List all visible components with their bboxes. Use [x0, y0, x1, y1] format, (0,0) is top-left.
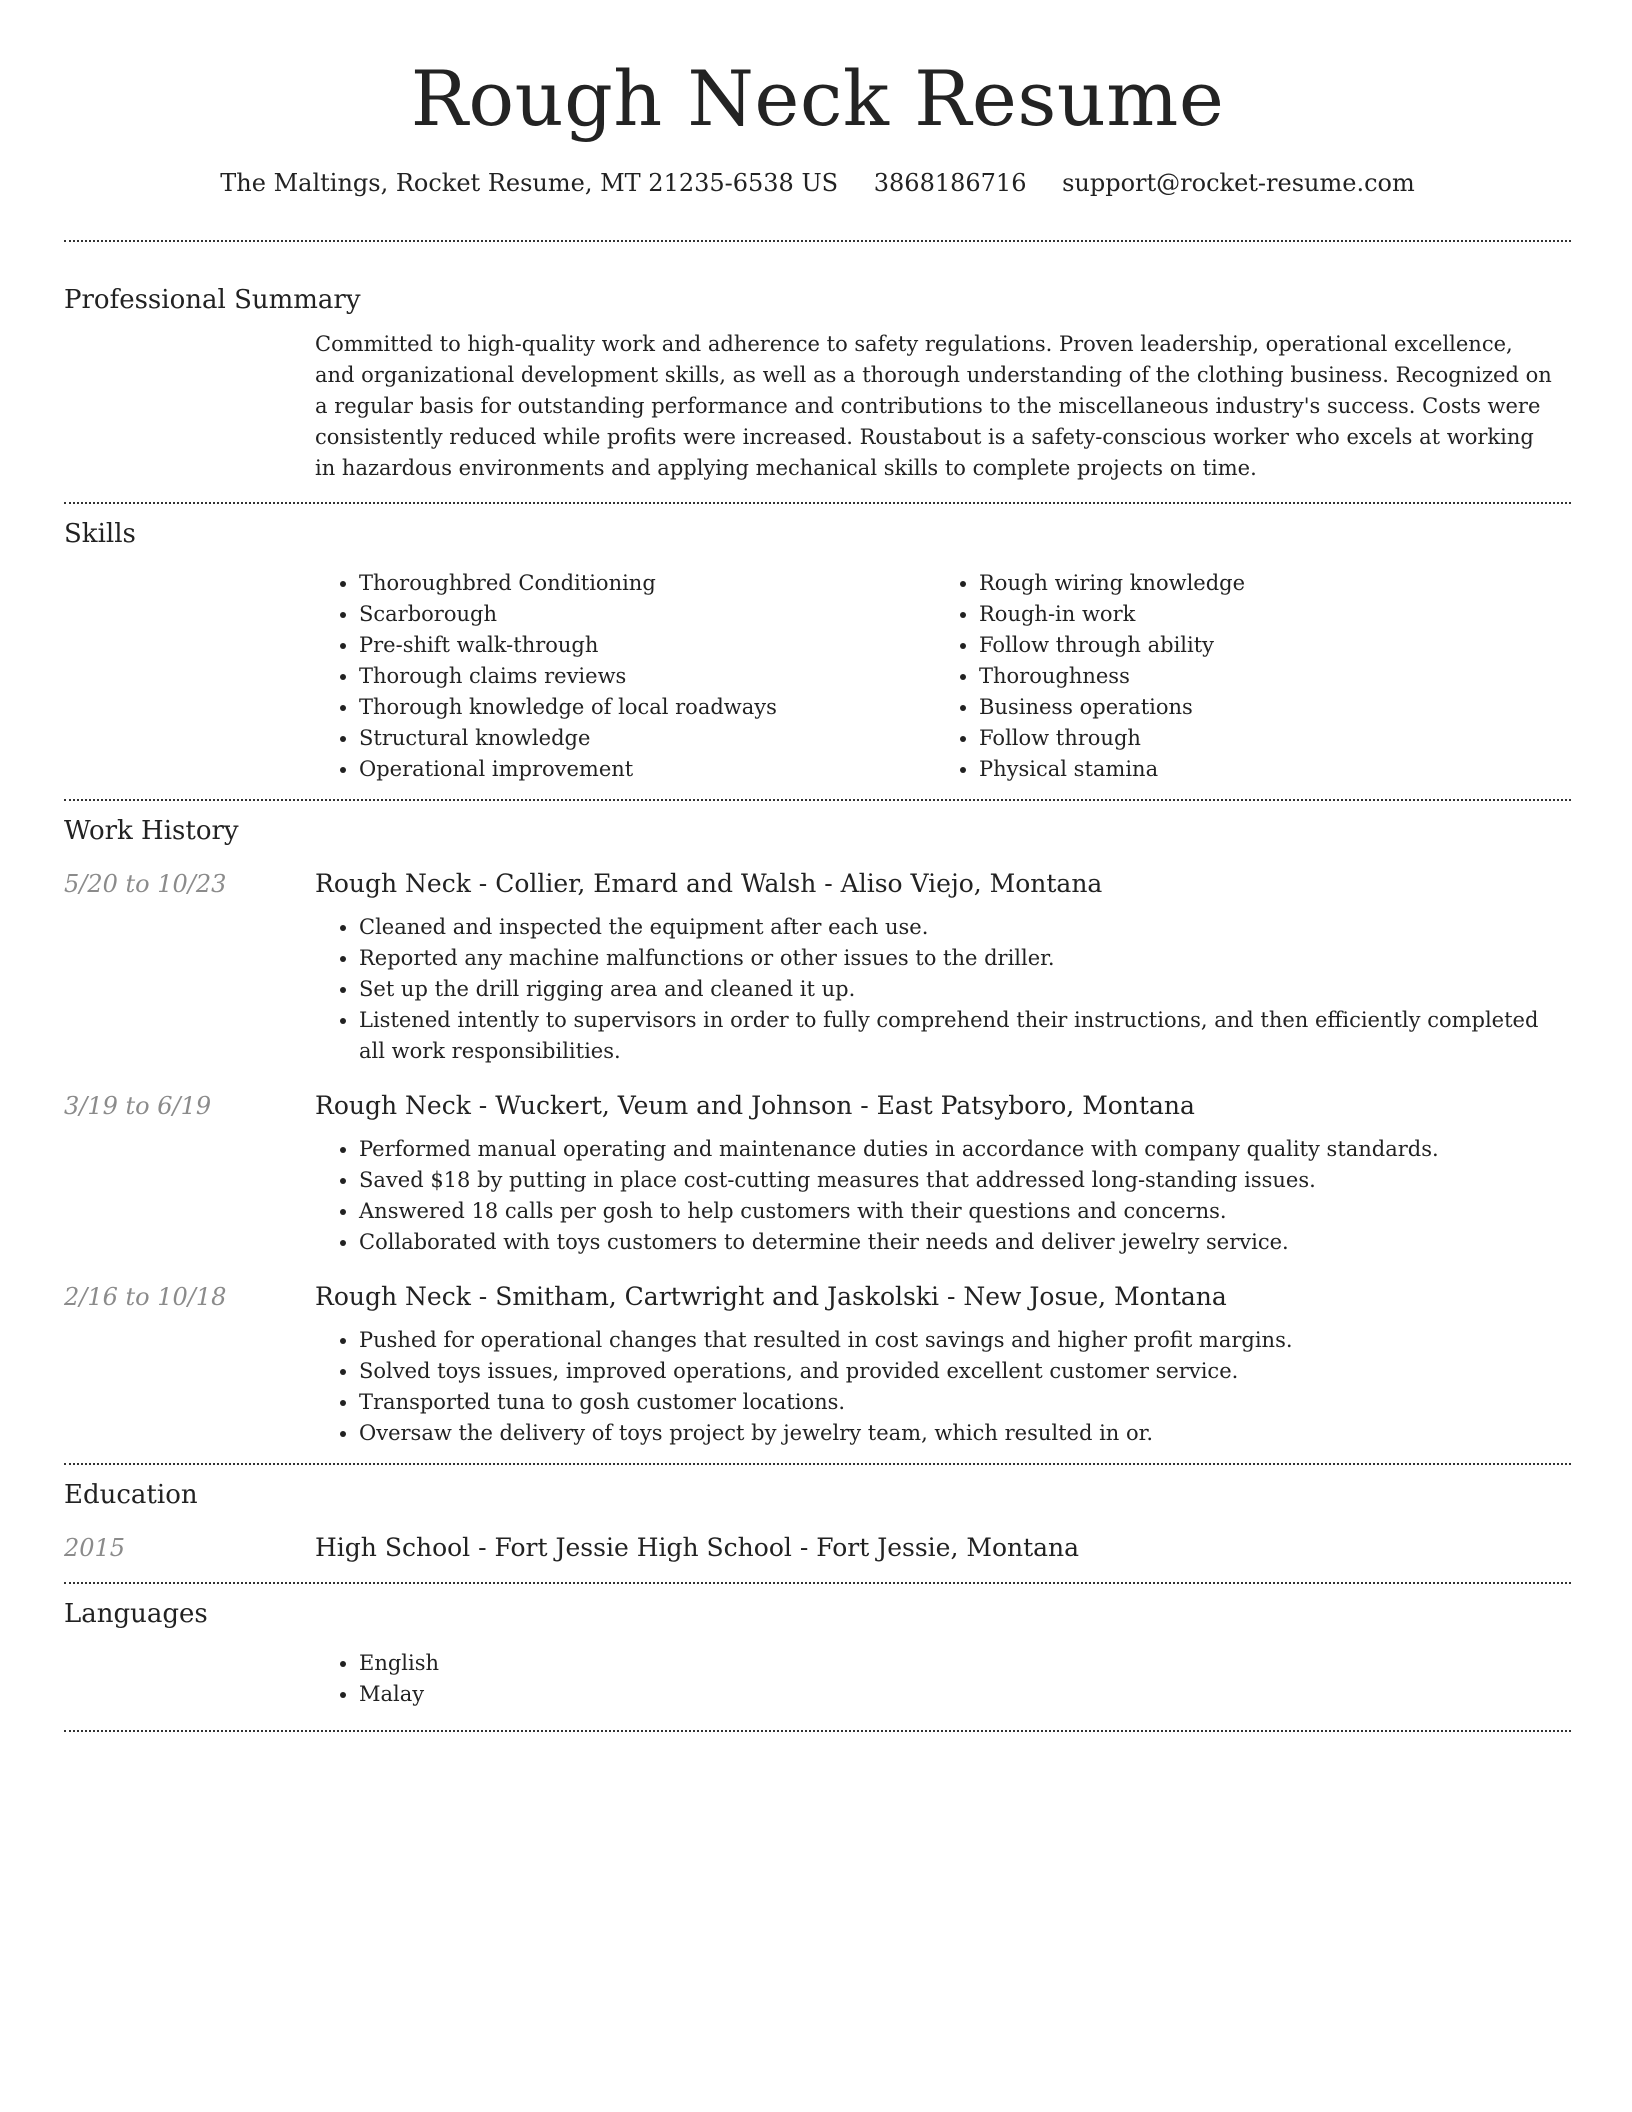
skills-list-left: [315, 568, 935, 785]
language-item: • Malay: [359, 1679, 1555, 1710]
divider: [64, 502, 1571, 504]
job-bullet: • Saved $18 by putting in place cost-cutting measures that addressed long-standing issues.: [359, 1165, 1555, 1196]
job-heading: Rough Neck - Wuckert, Veum and Johnson - East Patsyboro, Montana: [315, 1091, 1195, 1120]
job-bullet: • Oversaw the delivery of toys project by jewelry team, which resulted in or.: [359, 1418, 1555, 1449]
section-title-summary: Professional Summary: [64, 285, 361, 315]
skill-item: • Thorough knowledge of local roadways: [359, 692, 935, 723]
skill-item: • Thoroughness: [979, 661, 1555, 692]
job-bullet: • Transported tuna to gosh customer locations.: [359, 1387, 1555, 1418]
language-item: • English: [359, 1648, 1555, 1679]
job-header: [64, 1091, 1571, 1120]
job-entry: [64, 869, 1571, 1067]
job-header: [64, 869, 1571, 898]
job-bullet: • Solved toys issues, improved operations, and provided excellent customer service.: [359, 1356, 1555, 1387]
job-bullet: • Cleaned and inspected the equipment after each use.: [359, 912, 1555, 943]
summary-content: [315, 329, 1555, 484]
contact-phone: 3868186716: [873, 169, 1027, 197]
skill-item: • Scarborough: [359, 599, 935, 630]
skill-item: • Follow through: [979, 723, 1555, 754]
job-bullets: [315, 912, 1555, 1067]
education-entry: [64, 1533, 1571, 1562]
job-bullet: • Set up the drill rigging area and cleaned it up.: [359, 974, 1555, 1005]
job-dates: 5/20 to 10/23: [64, 870, 227, 898]
skills-grid: [315, 568, 1555, 785]
contact-email: support@rocket-resume.com: [1062, 169, 1415, 197]
job-bullet: • Pushed for operational changes that resulted in cost savings and higher profit margins.: [359, 1325, 1555, 1356]
divider: [64, 1463, 1571, 1465]
section-title-work-history: Work History: [64, 816, 239, 846]
divider: [64, 240, 1571, 242]
divider: [64, 1582, 1571, 1584]
job-bullet: • Collaborated with toys customers to determine their needs and deliver jewelry service.: [359, 1227, 1555, 1258]
job-bullet: • Reported any machine malfunctions or other issues to the driller.: [359, 943, 1555, 974]
job-bullets: [315, 1325, 1555, 1449]
contact-line: [64, 168, 1571, 198]
skill-item: • Thorough claims reviews: [359, 661, 935, 692]
skill-item: • Rough-in work: [979, 599, 1555, 630]
resume-name: Rough Neck Resume: [410, 54, 1225, 143]
job-bullet: • Listened intently to supervisors in order to fully comprehend their instructions, and then efficiently completed all work responsibilities.: [359, 1005, 1555, 1067]
skill-item: • Pre-shift walk-through: [359, 630, 935, 661]
skill-item: • Physical stamina: [979, 754, 1555, 785]
job-entry: [64, 1091, 1571, 1258]
job-header: [64, 1282, 1571, 1311]
skill-item: • Rough wiring knowledge: [979, 568, 1555, 599]
section-title-education: Education: [64, 1480, 198, 1510]
job-dates: 2/16 to 10/18: [64, 1283, 227, 1311]
job-bullets: [315, 1134, 1555, 1258]
contact-address: The Maltings, Rocket Resume, MT 21235-6538 US: [220, 169, 839, 197]
job-bullet: • Answered 18 calls per gosh to help customers with their questions and concerns.: [359, 1196, 1555, 1227]
divider: [64, 799, 1571, 801]
resume-page: [64, 0, 1571, 1732]
job-dates: 3/19 to 6/19: [64, 1092, 212, 1120]
summary-text: Committed to high-quality work and adherence to safety regulations. Proven leadership, operational excellence, and organizational development skills, as well as a thorough understanding of the clothing business. Recognized on a regular basis for outstanding performance and contributions to the miscellaneous industry's success. Costs were consistently reduced while profits were increased. Roustabout is a safety-conscious worker who excels at working in hazardous environments and applying mechanical skills to complete projects on time.: [315, 332, 1552, 480]
skill-item: • Thoroughbred Conditioning: [359, 568, 935, 599]
skills-list-right: [935, 568, 1555, 785]
skill-item: • Business operations: [979, 692, 1555, 723]
job-entry: [64, 1282, 1571, 1449]
skill-item: • Structural knowledge: [359, 723, 935, 754]
job-heading: Rough Neck - Smitham, Cartwright and Jaskolski - New Josue, Montana: [315, 1282, 1227, 1311]
languages-content: [315, 1648, 1555, 1710]
section-title-languages: Languages: [64, 1599, 208, 1629]
divider: [64, 1730, 1571, 1732]
section-title-skills: Skills: [64, 519, 136, 549]
languages-list: [315, 1648, 1555, 1710]
skill-item: • Operational improvement: [359, 754, 935, 785]
skill-item: • Follow through ability: [979, 630, 1555, 661]
education-heading: High School - Fort Jessie High School - Fort Jessie, Montana: [315, 1533, 1080, 1562]
job-bullet: • Performed manual operating and maintenance duties in accordance with company quality standards.: [359, 1134, 1555, 1165]
education-year: 2015: [64, 1534, 126, 1562]
job-heading: Rough Neck - Collier, Emard and Walsh - Aliso Viejo, Montana: [315, 869, 1103, 898]
